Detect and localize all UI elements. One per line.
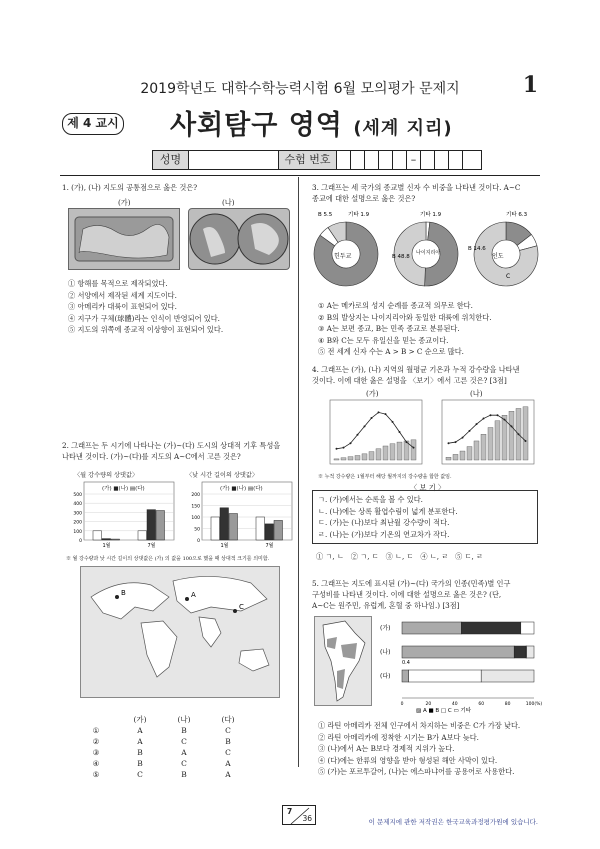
q3-options xyxy=(318,300,544,358)
stacked-bar-segment xyxy=(402,670,409,682)
stacked-bar-segment xyxy=(527,646,534,658)
y-tick-label: 150 xyxy=(191,504,200,510)
q5-map-drawing xyxy=(315,617,371,705)
q4-stem xyxy=(312,364,544,386)
precip-bar xyxy=(481,434,486,460)
y-tick-label: 50 xyxy=(194,527,200,533)
q1-label-b: (나) xyxy=(222,198,235,207)
x-tick-label: 7월 xyxy=(265,543,274,549)
q2-answer-row[interactable] xyxy=(74,747,250,758)
q5-legend: ▨ A ■ B □ C ▭ 기타 xyxy=(416,708,472,714)
x-tick-label: 1월 xyxy=(102,543,111,549)
stacked-bar-segment xyxy=(402,622,461,634)
precip-bar xyxy=(488,428,493,460)
q4-climo-b xyxy=(446,407,528,460)
q4-bogi-item: ㄴ. (나)에는 상록 활엽수림이 넓게 분포한다. xyxy=(318,506,458,516)
header-divider xyxy=(60,175,540,176)
stacked-bar-segment xyxy=(481,670,534,682)
map-point-a: A xyxy=(191,591,196,599)
q2-right-legend: (가) ■(나) ▤(다) xyxy=(220,486,263,492)
page-current: 7 xyxy=(287,807,293,816)
copyright-note: 이 문제지에 관한 저작권은 한국교육과정평가원에 있습니다. xyxy=(368,818,538,826)
subject-sub: (세계 지리) xyxy=(353,118,453,139)
id-row xyxy=(152,150,482,170)
precip-bar xyxy=(390,444,395,460)
map-point-b: B xyxy=(121,589,126,597)
pie1-other-label: 기타 1.9 xyxy=(348,212,370,218)
exam-title: 2019학년도 대학수학능력시험 6월 모의평가 문제지 xyxy=(140,81,460,97)
q3-pie-charts xyxy=(308,208,544,296)
q3-option-5[interactable]: ⑤ 전 세계 신자 수는 A > B > C 순으로 많다. xyxy=(318,347,464,356)
q5-value-note: 0.4 xyxy=(402,660,410,666)
q5-stem-line3: A~C는 원주민, 유럽계, 혼혈 중 하나임.) [3점] xyxy=(312,601,460,610)
exam-no-cell[interactable] xyxy=(435,151,449,169)
q5-options xyxy=(318,720,544,778)
q2-left-legend: (가) ■(나) ▤(다) xyxy=(102,486,145,492)
answer-cell: A xyxy=(137,737,143,746)
precip-bar xyxy=(523,407,528,460)
q3-stem-line1: 3. 그래프는 세 국가의 종교별 신자 수 비중을 나타낸 것이다. A~C xyxy=(312,183,521,192)
exam-no-cell[interactable] xyxy=(463,151,477,169)
q1-map-a-drawing xyxy=(69,209,179,269)
answer-cell: B xyxy=(137,759,143,768)
q4-climo-a xyxy=(334,411,416,460)
q3-option-2[interactable]: ② B의 발상지는 나이지리아와 동일한 대륙에 위치한다. xyxy=(318,312,492,322)
q5-axis-tick: 40 xyxy=(451,702,458,707)
answer-cell: C xyxy=(181,737,187,746)
x-tick-label: 7월 xyxy=(147,543,156,549)
q5-stem xyxy=(312,578,544,611)
precip-bar xyxy=(334,459,339,460)
answer-cell: C xyxy=(137,770,143,779)
q5-label-a: (가) xyxy=(380,625,391,632)
stacked-bar-segment xyxy=(402,646,514,658)
q2-world-map-drawing xyxy=(81,567,279,697)
q5-axis-tick: 20 xyxy=(425,702,432,707)
precip-bar xyxy=(502,415,507,460)
q5-stem-line2: 구성비를 나타낸 것이다. 이에 대한 설명으로 옳은 것은? (단, xyxy=(312,590,502,599)
bar xyxy=(102,539,111,540)
name-label: 성명 xyxy=(153,151,189,169)
q2-answer-row[interactable] xyxy=(74,736,250,747)
exam-no-cell[interactable] xyxy=(337,151,351,169)
q4-bogi-box xyxy=(312,490,538,544)
exam-no-cell[interactable] xyxy=(379,151,393,169)
precip-bar xyxy=(509,411,514,460)
page-number: 1 xyxy=(522,72,538,98)
q3-stem-line2: 종교에 대한 설명으로 옳은 것은? xyxy=(312,194,416,203)
q4-stem-line2: 것이다. 이에 대한 옳은 설명을 〈보기〉에서 고른 것은? [3점] xyxy=(312,376,507,385)
q2-answer-header xyxy=(74,714,250,725)
precip-bar xyxy=(460,451,465,460)
column-divider xyxy=(298,177,299,767)
q2-chart-right-title: 〈낮 시간 길이의 상댓값〉 xyxy=(186,472,259,479)
q5-label-b: (나) xyxy=(380,649,391,656)
page-indicator xyxy=(282,805,316,825)
bar xyxy=(265,524,274,540)
q5-axis-tick: 80 xyxy=(504,702,511,707)
y-tick-label: 400 xyxy=(73,502,82,508)
pie2-b-label: B 48.8 xyxy=(392,254,410,260)
q1-option-2[interactable]: ② 서양에서 제작된 세계 지도이다. xyxy=(68,290,177,300)
answer-cell: A xyxy=(225,759,231,768)
q2-charts xyxy=(62,480,298,552)
q1-map-image-b xyxy=(188,208,290,270)
bar xyxy=(256,517,265,540)
pie1-b-label: B 5.5 xyxy=(318,212,333,218)
pie3-other-label: 기타 6.3 xyxy=(506,212,528,218)
pie1-main-label: 힌두교 xyxy=(334,253,352,260)
q3-option-4[interactable]: ④ B와 C는 모두 유일신을 믿는 종교이다. xyxy=(318,335,449,345)
q2-chart-right xyxy=(191,482,292,549)
q5-bar-chart xyxy=(376,618,544,716)
exam-no-cell[interactable] xyxy=(449,151,463,169)
bar xyxy=(274,520,283,540)
precip-bar xyxy=(474,441,479,460)
q2-note: ※ 월 강수량과 낮 시간 길이의 상댓값은 (가) 의 값을 100으로 했을 때 상대적 크기를 의미함. xyxy=(66,556,270,562)
answer-number: ② xyxy=(92,737,100,746)
y-tick-label: 0 xyxy=(197,539,200,544)
precip-bar xyxy=(348,457,353,460)
q5-option-1[interactable]: ① 라틴 아메리카 전체 인구에서 차지하는 비중은 C가 가장 낮다. xyxy=(318,721,521,730)
q2-stem-line1: 2. 그래프는 두 시기에 나타나는 (가)~(다) 도시의 상대적 기후 특성을 xyxy=(62,441,281,450)
precip-bar xyxy=(362,454,367,460)
bar xyxy=(93,531,102,540)
bar xyxy=(220,508,229,540)
precip-bar xyxy=(341,458,346,460)
subject-main: 사회탐구 영역 xyxy=(170,110,343,141)
subject-title xyxy=(170,103,453,142)
answer-cell: C xyxy=(225,726,231,735)
q5-option-4[interactable]: ④ (다)에는 한류의 영향을 받아 형성된 해안 사막이 있다. xyxy=(318,755,498,765)
q1-options xyxy=(68,278,296,336)
bar xyxy=(147,510,156,540)
q2-answer-row[interactable] xyxy=(74,758,250,769)
q4-stem-line1: 4. 그래프는 (가), (나) 지역의 월평균 기온과 누적 강수량을 나타낸 xyxy=(312,365,520,374)
q4-bogi-item: ㄹ. (나)는 (가)보다 기온의 연교차가 작다. xyxy=(318,529,450,539)
stacked-bar-segment xyxy=(514,646,526,658)
q1-option-3[interactable]: ③ 아메리카 대륙이 표현되어 있다. xyxy=(68,302,177,311)
precip-bar xyxy=(355,456,360,460)
answer-number: ④ xyxy=(92,759,100,768)
precip-bar xyxy=(446,457,451,460)
q4-bogi-item: ㄱ. (가)에서는 순록을 볼 수 있다. xyxy=(318,495,423,504)
q1-map-b-drawing xyxy=(189,209,289,269)
q2-world-map xyxy=(80,566,280,698)
answer-cell: B xyxy=(225,737,231,746)
q5-axis-tick: 100(%) xyxy=(525,702,543,707)
exam-no-cell[interactable] xyxy=(365,151,379,169)
y-tick-label: 0 xyxy=(79,539,82,544)
answer-cell: B xyxy=(181,770,187,779)
q5-option-5[interactable]: ⑤ (가)는 포르투갈어, (나)는 에스파냐어를 공용어로 사용한다. xyxy=(318,767,515,776)
q5-option-2[interactable]: ② 라틴 아메리카에 정착한 시기는 B가 A보다 늦다. xyxy=(318,732,479,742)
precip-bar xyxy=(383,446,388,460)
y-tick-label: 100 xyxy=(73,529,82,535)
q4-answer-choices[interactable]: ① ㄱ, ㄴ ② ㄱ, ㄷ ③ ㄴ, ㄷ ④ ㄴ, ㄹ ⑤ ㄷ, ㄹ xyxy=(316,552,484,561)
map-point-c: C xyxy=(239,603,244,611)
y-tick-label: 200 xyxy=(191,493,200,498)
q1-option-5[interactable]: ⑤ 지도의 위쪽에 종교적 이상향이 표현되어 있다. xyxy=(68,325,224,334)
q2-answer-header-b: (나) xyxy=(177,715,191,724)
exam-no-dash: – xyxy=(407,151,421,169)
q2-answer-table xyxy=(74,714,250,780)
pie2-main-label: 나이지리아 xyxy=(416,250,441,256)
page-total: 36 xyxy=(302,814,312,823)
q4-label-b: (나) xyxy=(470,389,483,398)
y-tick-label: 500 xyxy=(73,493,82,498)
q5-stem-line1: 5. 그래프는 지도에 표시된 (가)~(다) 국가의 인종(민족)별 인구 xyxy=(312,579,511,588)
q2-stem xyxy=(62,440,294,462)
q2-answer-row[interactable] xyxy=(74,725,250,736)
q5-bars xyxy=(401,622,543,707)
bar xyxy=(111,539,120,540)
bar xyxy=(138,531,147,540)
q3-stem xyxy=(312,182,542,204)
q1-label-a: (가) xyxy=(118,198,131,207)
answer-number: ③ xyxy=(92,748,100,757)
q5-south-america-map xyxy=(314,616,372,706)
answer-cell: B xyxy=(137,748,143,757)
answer-cell: A xyxy=(225,770,231,779)
q1-option-1[interactable]: ① 항해를 목적으로 제작되었다. xyxy=(68,279,168,288)
q2-answer-header-c: (다) xyxy=(221,715,235,724)
q4-label-a: (가) xyxy=(366,389,379,398)
precip-bar xyxy=(411,440,416,460)
exam-no-cell[interactable] xyxy=(351,151,365,169)
exam-no-cell[interactable] xyxy=(393,151,407,169)
q5-label-c: (다) xyxy=(380,673,391,680)
exam-no-cell[interactable] xyxy=(421,151,435,169)
precip-bar xyxy=(453,454,458,460)
q4-climographs xyxy=(316,398,544,470)
bar xyxy=(211,517,220,540)
pie3-c-label: C xyxy=(506,273,511,280)
q4-bogi-item: ㄷ. (가)는 (나)보다 최난월 강수량이 적다. xyxy=(318,518,450,527)
answer-cell: A xyxy=(181,748,187,757)
q2-stem-line2: 나타낸 것이다. (가)~(다)를 지도의 A~C에서 고른 것은? xyxy=(62,452,241,461)
q5-option-3[interactable]: ③ (나)에서 A는 B보다 경제적 지위가 높다. xyxy=(318,744,455,753)
x-tick-label: 1월 xyxy=(220,543,229,549)
pie2-other-label: 기타 1.9 xyxy=(420,212,442,218)
answer-cell: B xyxy=(181,726,187,735)
y-tick-label: 200 xyxy=(73,520,82,526)
exam-no-label: 수험 번호 xyxy=(279,151,337,169)
y-tick-label: 100 xyxy=(191,516,200,521)
answer-cell: A xyxy=(137,726,143,735)
q3-option-1[interactable]: ① A는 메카로의 성지 순례를 종교적 의무로 한다. xyxy=(318,301,473,310)
q4-bogi-title: 〈 보 기 〉 xyxy=(410,483,446,492)
name-field[interactable] xyxy=(189,151,279,169)
answer-cell: C xyxy=(225,748,231,757)
period-badge: 제 4 교시 xyxy=(62,113,124,135)
bar xyxy=(229,514,238,540)
stacked-bar-segment xyxy=(409,670,482,682)
answer-number: ① xyxy=(92,726,100,735)
precip-bar xyxy=(397,442,402,460)
precip-bar xyxy=(495,421,500,460)
q5-axis-tick: 0 xyxy=(400,702,404,707)
stacked-bar-segment xyxy=(521,622,534,634)
pie3-b-label: B 14.6 xyxy=(468,246,486,252)
precip-bar xyxy=(376,449,381,460)
answer-cell: C xyxy=(181,759,187,768)
y-tick-label: 300 xyxy=(73,511,82,517)
answer-number: ⑤ xyxy=(92,770,100,779)
q1-option-4[interactable]: ④ 지구가 구체(球體)라는 인식이 반영되어 있다. xyxy=(68,313,220,323)
q2-answer-row[interactable] xyxy=(74,769,250,780)
bar xyxy=(156,511,165,540)
pie3-main-label: 인도 xyxy=(492,253,504,260)
q5-axis-tick: 60 xyxy=(478,702,485,707)
precip-bar xyxy=(369,452,374,460)
q1-stem: 1. (가), (나) 지도의 공통점으로 옳은 것은? xyxy=(62,183,198,192)
precip-bar xyxy=(467,447,472,460)
stacked-bar-segment xyxy=(461,622,520,634)
q3-option-3[interactable]: ③ A는 보편 종교, B는 민족 종교로 분류된다. xyxy=(318,324,460,333)
q2-answer-header-a: (가) xyxy=(133,715,147,724)
q2-chart-left-title: 〈월 강수량의 상댓값〉 xyxy=(74,472,139,479)
q4-note: ※ 누적 강수량은 1월부터 해당 월까지의 강수량을 합한 값임. xyxy=(318,474,452,480)
q1-map-image-a xyxy=(68,208,180,270)
q2-chart-left xyxy=(73,482,174,549)
